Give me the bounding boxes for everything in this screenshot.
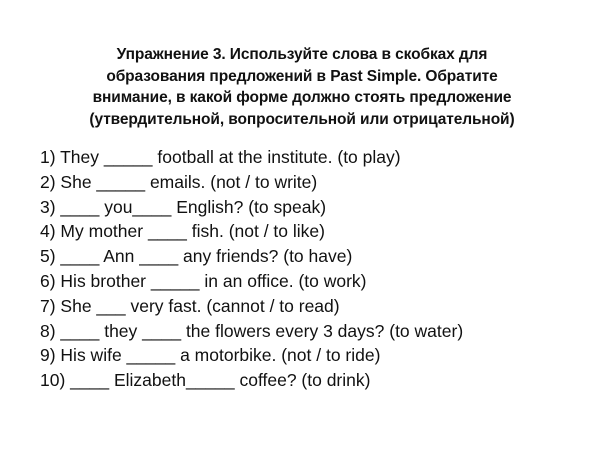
- exercise-item: 7) She ___ very fast. (cannot / to read): [40, 295, 340, 316]
- exercise-item: 5) ____ Ann ____ any friends? (to have): [40, 246, 353, 267]
- exercise-item: 2) She _____ emails. (not / to write): [40, 171, 318, 192]
- exercise-item: 6) His brother _____ in an office. (to work): [40, 270, 367, 291]
- exercise-item: 1) They _____ football at the institute. (to play): [40, 147, 401, 167]
- exercise-list: [40, 145, 463, 393]
- heading-line: внимание, в какой форме должно стоять предложение: [92, 89, 512, 106]
- exercise-heading: [0, 44, 604, 130]
- heading-line: Упражнение 3. Используйте слова в скобках для: [116, 46, 488, 63]
- exercise-item: 10) ____ Elizabeth_____ coffee? (to drink): [40, 370, 371, 391]
- heading-line: образования предложений в Past Simple. Обратите: [106, 67, 498, 85]
- exercise-item: 3) ____ you____ English? (to speak): [40, 196, 327, 217]
- exercise-item: 8) ____ they ____ the flowers every 3 days? (to water): [40, 320, 464, 341]
- exercise-item: 4) My mother ____ fish. (not / to like): [40, 221, 325, 242]
- heading-line: (утвердительной, вопросительной или отрицательной): [89, 110, 515, 128]
- exercise-item: 9) His wife _____ a motorbike. (not / to ride): [40, 345, 381, 366]
